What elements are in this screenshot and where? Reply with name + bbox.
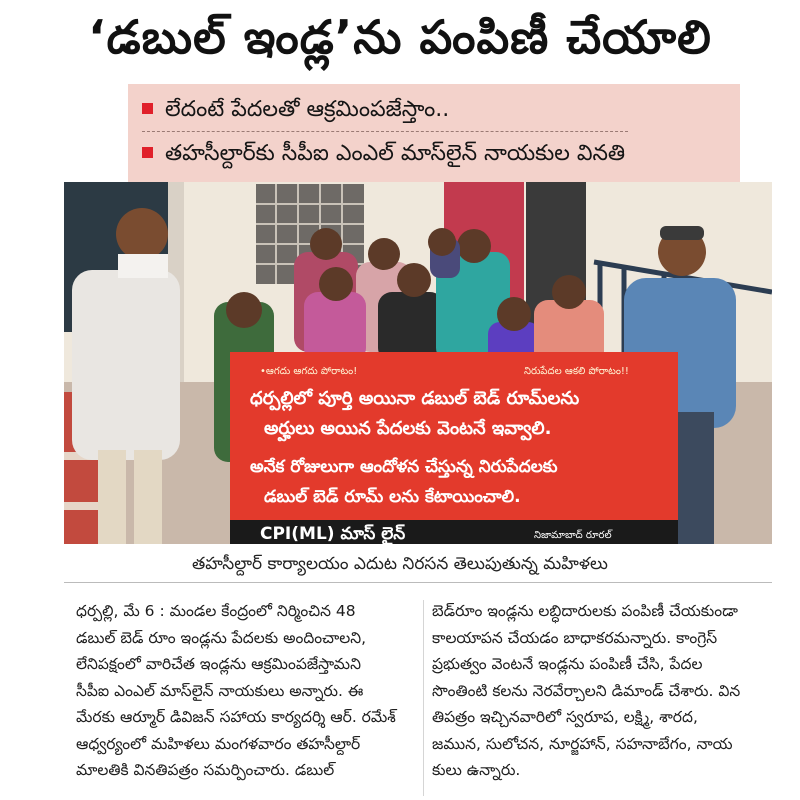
subheading-1-text: లేదంటే పేదలతో ఆక్రమింపజేస్తాం.. [165, 97, 450, 122]
article-line: మాలతికి వినతిపత్రం సమర్పించారు. డబుల్ [76, 761, 335, 779]
banner-line-3: అనేక రోజులుగా ఆందోళన చేస్తున్న నిరుపేదలకు [250, 457, 558, 477]
article-line: జమున, సులోచన, నూర్జహాన్, సహనాబేగం, నాయ [432, 734, 733, 753]
bullet-square-icon [142, 147, 153, 158]
subheading-1 [142, 92, 449, 128]
article-line: సీపీఐ ఎంఎల్ మాస్‌లైన్ నాయకులు అన్నారు. ఈ [76, 681, 364, 700]
article-line: ప్రభుత్వం వెంటనే ఇండ్లను పంపిణీ చేసి, పేదల [432, 655, 703, 673]
article-column-right [432, 598, 772, 784]
article-line: కాలయాపన చేయడం బాధాకరమన్నారు. కాంగ్రెస్ [432, 628, 718, 647]
article-line: ధర్పల్లి, మే 6 : మండల కేంద్రంలో నిర్మించిన 48 [76, 602, 356, 620]
subheading-divider [142, 131, 628, 132]
headline: ‘డబుల్ ఇండ్ల’ను పంపిణీ చేయాలి [88, 10, 712, 64]
article-line: తిపత్రం ఇచ్చినవారిలో స్వరూప, లక్ష్మి, శారద, [432, 708, 698, 726]
subheading-box [128, 84, 740, 182]
news-photo [64, 182, 772, 544]
caption-divider [64, 582, 772, 583]
article-column-left [76, 598, 416, 784]
protest-banner [230, 352, 678, 544]
article-line: సొంతింటి కలను నెరవేర్చాలని డిమాండ్ చేశారు. విన [432, 681, 741, 700]
protest-photo-illustration [64, 182, 772, 544]
subheading-2 [142, 136, 625, 172]
banner-top-right: నిరుపేదల ఆకలి పోరాటం!! [524, 366, 629, 377]
article-line: కులు ఉన్నారు. [432, 761, 521, 779]
bullet-square-icon [142, 103, 153, 114]
article-line: లేనిపక్షంలో వారిచేత ఇండ్లను ఆక్రమింపజేస్తామని [76, 655, 361, 673]
banner-top-left: •ఆగదు ఆగదు పోరాటం! [260, 366, 358, 377]
banner-line-2: అర్హులు అయిన పేదలకు వెంటనే ఇవ్వాలి. [264, 418, 552, 439]
subheading-2-text: తహసీల్దార్‌కు సీపీఐ ఎంఎల్ మాస్‌లైన్ నాయకుల వినతి [165, 141, 626, 166]
banner-line-4: డబుల్ బెడ్ రూమ్ లను కేటాయించాలి. [264, 487, 521, 507]
banner-region: నిజామాబాద్ రూరల్ [534, 530, 612, 541]
article-line: బెడ్‌రూం ఇండ్లను లబ్ధిదారులకు పంపిణీ చేయకుండా [432, 602, 738, 620]
photo-caption: తహసీల్దార్ కార్యాలయం ఎదుట నిరసన తెలుపుతున్న మహిళలు [192, 554, 608, 574]
article-line: ఆధ్వర్యంలో మహిళలు మంగళవారం తహసీల్దార్ [76, 734, 361, 753]
article-line: డబుల్ బెడ్ రూం ఇండ్లను పేదలకు అందించాలని, [76, 628, 367, 647]
banner-org: CPI(ML) మాస్ లైన్ [260, 524, 406, 544]
article-line: మేరకు ఆర్మూర్ డివిజన్ సహాయ కార్యదర్శి ఆర్. రమేశ్ [76, 708, 396, 726]
banner-line-1: ధర్పల్లిలో పూర్తి అయినా డబుల్ బెడ్ రూమ్‌లను [250, 388, 580, 409]
column-divider [423, 600, 424, 796]
